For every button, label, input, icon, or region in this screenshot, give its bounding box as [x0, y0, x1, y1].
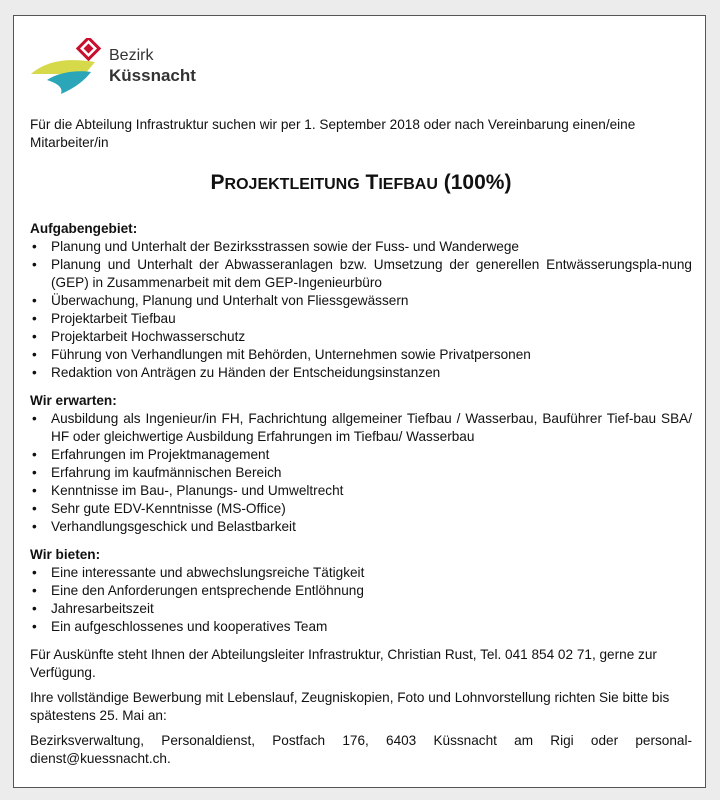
list-item: • Erfahrung im kaufmännischen Bereich — [30, 464, 692, 482]
title-rest-projektleitung: ROJEKTLEITUNG — [224, 176, 360, 193]
list-item: • Planung und Unterhalt der Bezirksstrassen sowie der Fuss- und Wanderwege — [30, 238, 692, 256]
title-rest-tiefbau: IEFBAU — [378, 176, 438, 193]
list-item: • Überwachung, Planung und Unterhalt von Fliessgewässern — [30, 292, 692, 310]
list-item: • Eine den Anforderungen entsprechende Entlöhnung — [30, 582, 692, 600]
logo-diamond-icon — [78, 38, 99, 59]
list-item: • Redaktion von Anträgen zu Händen der Entscheidungsinstanzen — [30, 364, 692, 382]
list-item: • Ein aufgeschlossenes und kooperatives Team — [30, 618, 692, 636]
application-paragraph: Ihre vollständige Bewerbung mit Lebenslauf, Zeugniskopien, Foto und Lohnvorstellung richten Sie bitte bis spätestens 25. Mai an: — [30, 690, 670, 723]
title-initial-t: T — [365, 171, 379, 194]
section-heading-bieten: Wir bieten: — [30, 547, 101, 562]
document-body — [30, 116, 692, 775]
section-heading-erwarten: Wir erwarten: — [30, 393, 117, 408]
job-title — [30, 170, 692, 198]
logo-emblem-icon — [29, 38, 119, 108]
list-item: • Verhandlungsgeschick und Belastbarkeit — [30, 518, 692, 536]
closing-section — [30, 646, 692, 768]
job-advertisement-page — [13, 15, 706, 788]
address-paragraph: Bezirksverwaltung, Personaldienst, Postfach 176, 6403 Küssnacht am Rigi oder personal-dienst@kuessnacht.ch. — [30, 733, 692, 766]
list-item: • Führung von Verhandlungen mit Behörden, Unternehmen sowie Privatpersonen — [30, 346, 692, 364]
title-initial-p: P — [210, 171, 225, 194]
list-item: • Ausbildung als Ingenieur/in FH, Fachrichtung allgemeiner Tiefbau / Wasserbau, Bauführer Tief-bau SBA/ HF oder gleichwertige Ausbildung Erfahrungen im Tiefbau/ Wasserbau — [30, 410, 692, 446]
list-item: • Projektarbeit Tiefbau — [30, 310, 692, 328]
list-item: • Eine interessante und abwechslungsreiche Tätigkeit — [30, 564, 692, 582]
list-item: • Sehr gute EDV-Kenntnisse (MS-Office) — [30, 500, 692, 518]
logo-text-kuessnacht: Küssnacht — [109, 66, 196, 85]
list-bieten — [30, 564, 692, 636]
list-item: • Planung und Unterhalt der Abwasseranlagen bzw. Umsetzung der generellen Entwässerungspla-nung (GEP) in Zusammenarbeit mit dem GEP-Ingenieurbüro — [30, 256, 692, 292]
bezirk-kuessnacht-logo — [29, 38, 209, 108]
intro-paragraph: Für die Abteilung Infrastruktur suchen wir per 1. September 2018 oder nach Vereinbarung einen/eine Mitarbeiter/in — [30, 117, 636, 150]
list-item: • Kenntnisse im Bau-, Planungs- und Umweltrecht — [30, 482, 692, 500]
list-aufgaben — [30, 238, 692, 382]
title-percentage: (100%) — [443, 171, 512, 194]
logo-teal-swoosh-icon — [47, 71, 91, 94]
list-item: • Projektarbeit Hochwasserschutz — [30, 328, 692, 346]
list-erwarten — [30, 410, 692, 536]
contact-info-paragraph: Für Auskünfte steht Ihnen der Abteilungsleiter Infrastruktur, Christian Rust, Tel. 041 854 02 71, gerne zur Verfügung. — [30, 647, 657, 680]
list-item: • Jahresarbeitszeit — [30, 600, 692, 618]
list-item: • Erfahrungen im Projektmanagement — [30, 446, 692, 464]
section-heading-aufgaben: Aufgabengebiet: — [30, 221, 138, 236]
logo-text-bezirk: Bezirk — [109, 47, 154, 64]
